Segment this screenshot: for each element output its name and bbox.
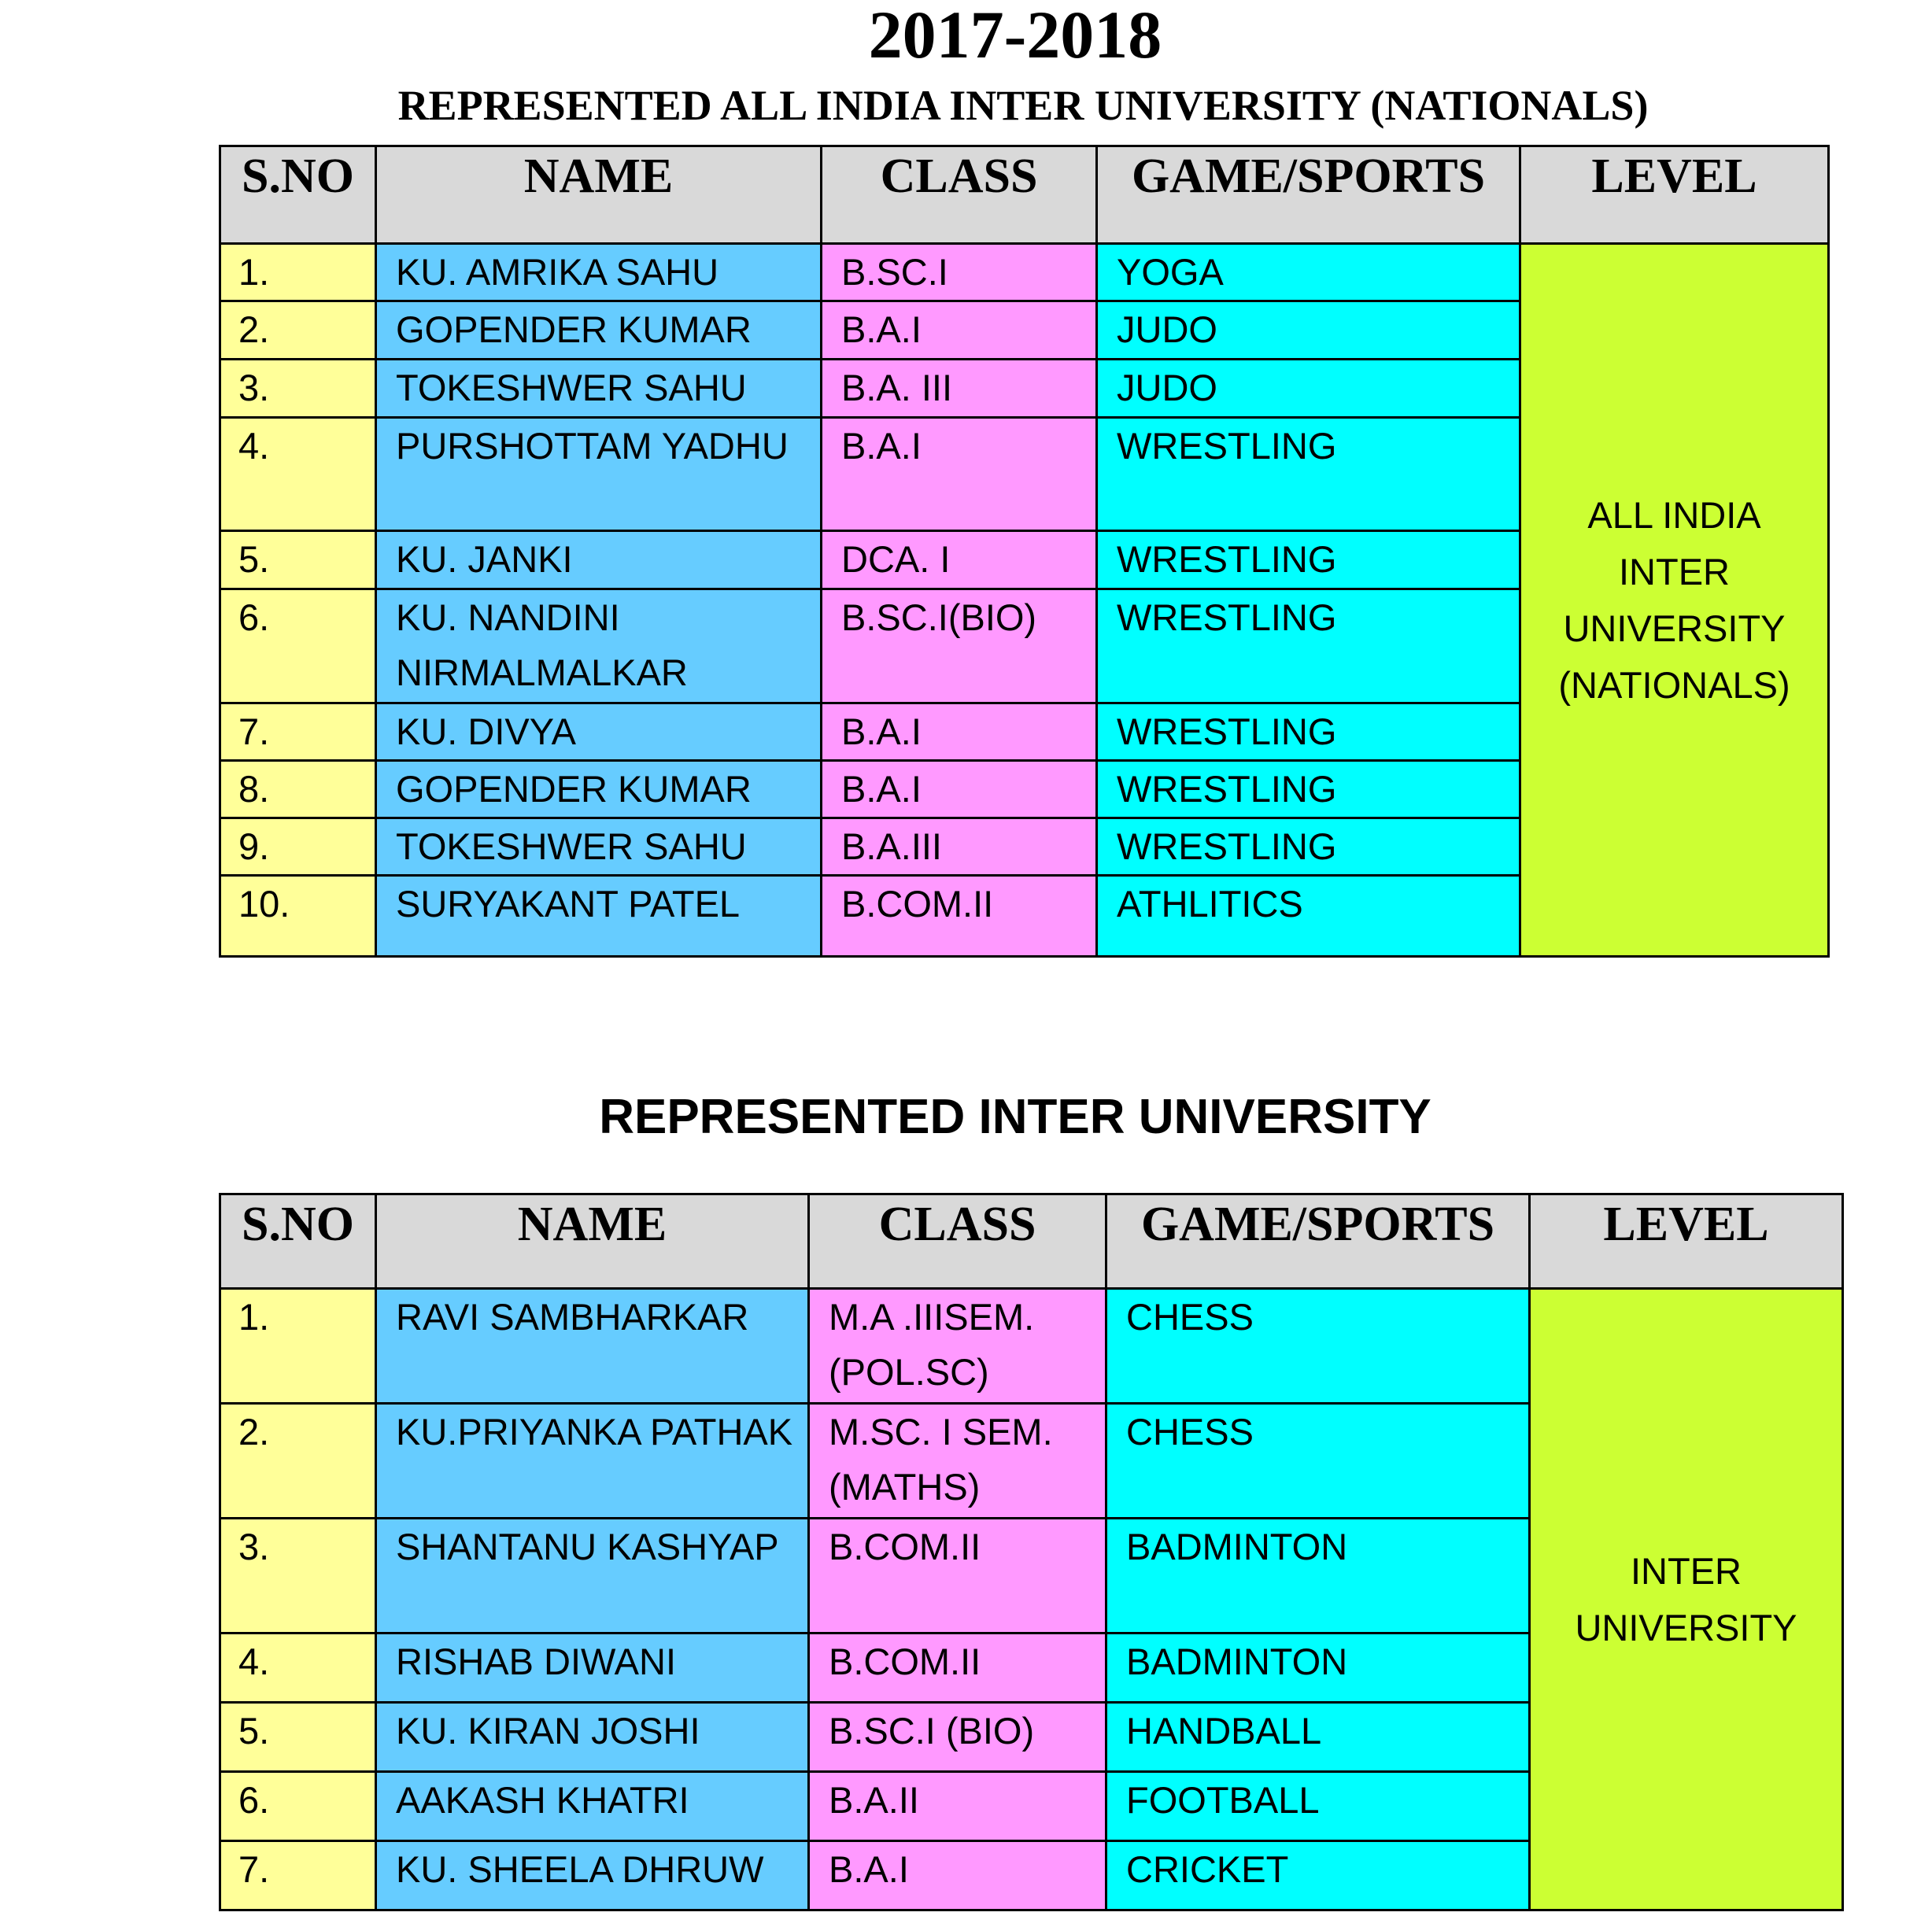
cell-class: DCA. I: [822, 531, 1097, 589]
cell-game: BADMINTON: [1106, 1519, 1530, 1634]
cell-name: PURSHOTTAM YADHU: [376, 418, 822, 531]
cell-name: KU. DIVYA: [376, 703, 822, 761]
cell-class: M.SC. I SEM.(MATHS): [809, 1404, 1106, 1519]
cell-game: JUDO: [1097, 360, 1520, 418]
cell-class: B.A. III: [822, 360, 1097, 418]
header-name: NAME: [376, 1194, 809, 1289]
nationals-table: [219, 145, 1830, 958]
cell-name: KU. KIRAN JOSHI: [376, 1703, 809, 1772]
cell-sno: 2.: [220, 1404, 376, 1519]
cell-name: SURYAKANT PATEL: [376, 876, 822, 957]
cell-game: CHESS: [1106, 1404, 1530, 1519]
header-row: [220, 1194, 1843, 1289]
cell-class: B.A.II: [809, 1772, 1106, 1841]
cell-name: KU. AMRIKA SAHU: [376, 244, 822, 301]
header-level: LEVEL: [1520, 146, 1829, 244]
cell-name: GOPENDER KUMAR: [376, 761, 822, 818]
cell-sno: 1.: [220, 244, 376, 301]
cell-sno: 6.: [220, 1772, 376, 1841]
cell-class: B.A.I: [822, 761, 1097, 818]
cell-class: B.COM.II: [822, 876, 1097, 957]
cell-sno: 5.: [220, 1703, 376, 1772]
cell-class: B.A.III: [822, 818, 1097, 876]
header-class: CLASS: [809, 1194, 1106, 1289]
cell-name: RAVI SAMBHARKAR: [376, 1289, 809, 1404]
header-class: CLASS: [822, 146, 1097, 244]
cell-game: YOGA: [1097, 244, 1520, 301]
header-sno: S.NO: [220, 1194, 376, 1289]
cell-class: B.A.I: [809, 1841, 1106, 1910]
cell-sno: 10.: [220, 876, 376, 957]
cell-game: CHESS: [1106, 1289, 1530, 1404]
table-row: [220, 244, 1829, 301]
cell-sno: 3.: [220, 1519, 376, 1634]
cell-class: B.SC.I: [822, 244, 1097, 301]
cell-name: TOKESHWER SAHU: [376, 360, 822, 418]
cell-sno: 9.: [220, 818, 376, 876]
section2-title: REPRESENTED INTER UNIVERSITY: [599, 1090, 1431, 1144]
cell-sno: 7.: [220, 703, 376, 761]
cell-name: KU. NANDINI NIRMALMALKAR: [376, 589, 822, 703]
header-game: GAME/SPORTS: [1106, 1194, 1530, 1289]
cell-sno: 5.: [220, 531, 376, 589]
cell-level: ALL INDIA INTER UNIVERSITY (NATIONALS): [1520, 244, 1829, 957]
cell-level: INTER UNIVERSITY: [1530, 1289, 1843, 1910]
cell-sno: 7.: [220, 1841, 376, 1910]
header-sno: S.NO: [220, 146, 376, 244]
cell-sno: 6.: [220, 589, 376, 703]
cell-game: BADMINTON: [1106, 1634, 1530, 1703]
cell-sno: 1.: [220, 1289, 376, 1404]
cell-name: RISHAB DIWANI: [376, 1634, 809, 1703]
cell-class: M.A .IIISEM. (POL.SC): [809, 1289, 1106, 1404]
cell-game: WRESTLING: [1097, 761, 1520, 818]
cell-name: TOKESHWER SAHU: [376, 818, 822, 876]
cell-name: GOPENDER KUMAR: [376, 301, 822, 360]
cell-class: B.COM.II: [809, 1634, 1106, 1703]
cell-class: B.COM.II: [809, 1519, 1106, 1634]
cell-name: AAKASH KHATRI: [376, 1772, 809, 1841]
cell-game: WRESTLING: [1097, 703, 1520, 761]
cell-class: B.SC.I (BIO): [809, 1703, 1106, 1772]
cell-game: WRESTLING: [1097, 818, 1520, 876]
cell-game: WRESTLING: [1097, 589, 1520, 703]
cell-sno: 4.: [220, 1634, 376, 1703]
cell-name: KU. JANKI: [376, 531, 822, 589]
cell-class: B.A.I: [822, 418, 1097, 531]
cell-game: FOOTBALL: [1106, 1772, 1530, 1841]
cell-sno: 8.: [220, 761, 376, 818]
cell-name: KU.PRIYANKA PATHAK: [376, 1404, 809, 1519]
header-game: GAME/SPORTS: [1097, 146, 1520, 244]
cell-game: HANDBALL: [1106, 1703, 1530, 1772]
cell-sno: 4.: [220, 418, 376, 531]
cell-sno: 3.: [220, 360, 376, 418]
cell-class: B.A.I: [822, 301, 1097, 360]
cell-game: WRESTLING: [1097, 531, 1520, 589]
cell-class: B.SC.I(BIO): [822, 589, 1097, 703]
cell-sno: 2.: [220, 301, 376, 360]
table-row: [220, 1289, 1843, 1404]
cell-game: CRICKET: [1106, 1841, 1530, 1910]
cell-game: WRESTLING: [1097, 418, 1520, 531]
cell-game: JUDO: [1097, 301, 1520, 360]
header-level: LEVEL: [1530, 1194, 1843, 1289]
header-row: [220, 146, 1829, 244]
cell-name: SHANTANU KASHYAP: [376, 1519, 809, 1634]
header-name: NAME: [376, 146, 822, 244]
cell-game: ATHLITICS: [1097, 876, 1520, 957]
section1-title: REPRESENTED ALL INDIA INTER UNIVERSITY (NATIONALS): [397, 82, 1649, 129]
year-title: 2017-2018: [868, 0, 1162, 72]
cell-class: B.A.I: [822, 703, 1097, 761]
inter-university-table: [219, 1193, 1844, 1911]
cell-name: KU. SHEELA DHRUW: [376, 1841, 809, 1910]
